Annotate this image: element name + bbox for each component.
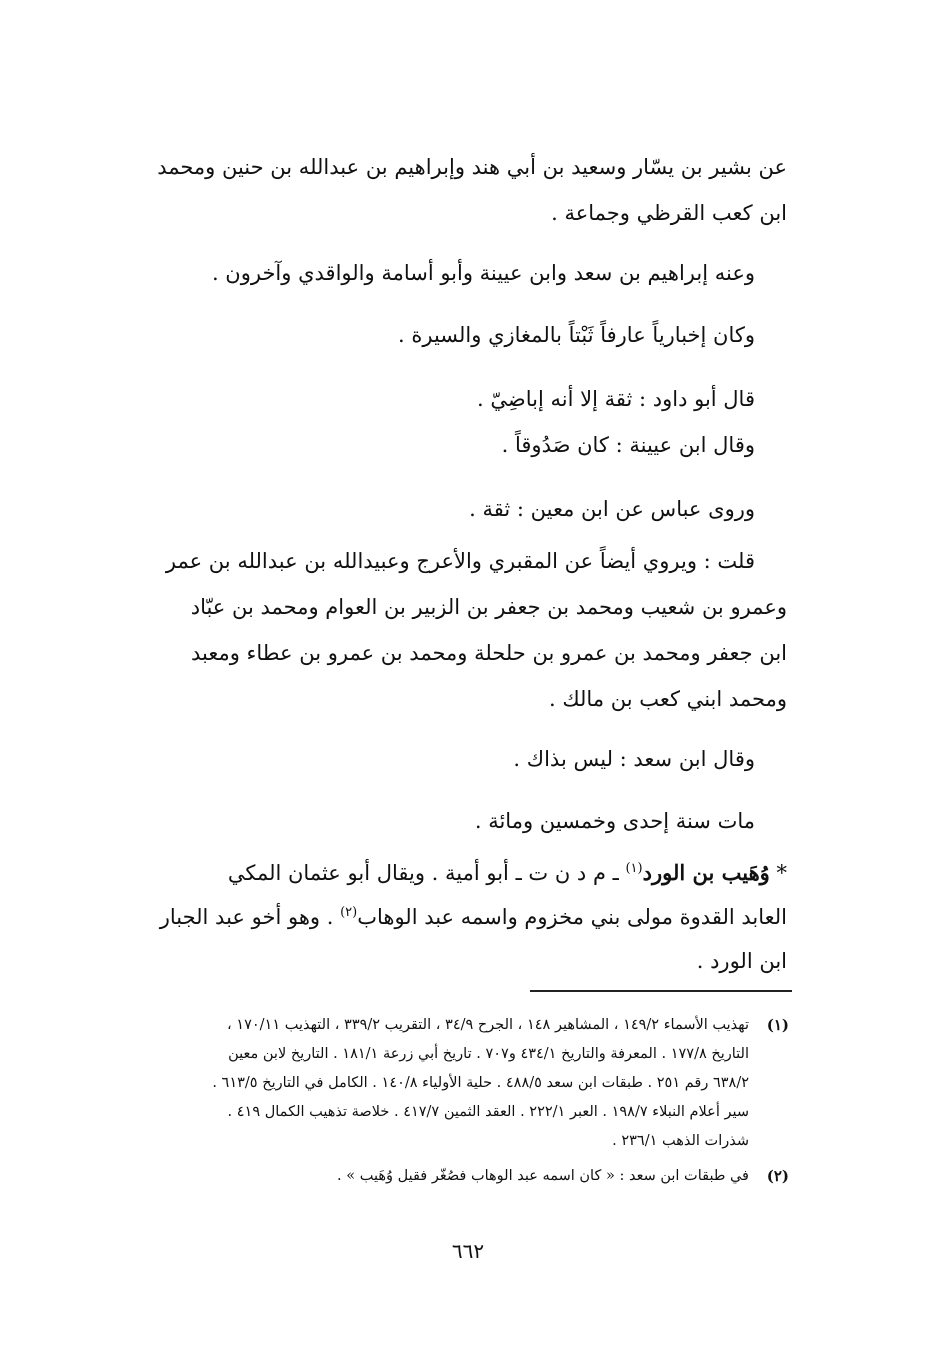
entry-heading-line (228, 858, 787, 888)
entry-text: العابد القدوة مولى بني مخزوم واسمه عبد الوهاب (357, 905, 787, 929)
text-line: مات سنة إحدى وخمسين ومائة . (474, 809, 755, 833)
entry-line (160, 902, 787, 932)
entry-name: وُهَيب بن الورد (642, 860, 770, 885)
text-line: قلت : ويروي أيضاً عن المقبري والأعرج وعبيدالله بن عبدالله بن عمر (165, 549, 755, 573)
footnote-number: (٢) (766, 1167, 789, 1185)
footnote-line: ٦٣٨/٢ رقم ٢٥١ . طبقات ابن سعد ٤٨٨/٥ . حلية الأولياء ١٤٠/٨ . الكامل في التاريخ ٦١٣/٥ . (212, 1075, 749, 1091)
footnote-separator (530, 990, 792, 992)
footnote-line: في طبقات ابن سعد : « كان اسمه عبد الوهاب فصُغّر فقيل وُهَيب » . (337, 1168, 749, 1184)
text-line: وقال ابن سعد : ليس بذاك . (513, 747, 755, 771)
text-line: ابن كعب القرظي وجماعة . (551, 201, 787, 225)
entry-line: ابن الورد . (696, 949, 787, 973)
footnote-number: (١) (766, 1016, 789, 1034)
footnote-ref: (١) (625, 861, 643, 876)
text-line: قال أبو داود : ثقة إلا أنه إباضِيّ . (477, 387, 755, 411)
text-line: وقال ابن عيينة : كان صَدُوقاً . (501, 433, 755, 457)
text-line: وروى عباس عن ابن معين : ثقة . (469, 497, 755, 521)
text-line: ومحمد ابني كعب بن مالك . (548, 687, 787, 711)
entry-star: * (776, 861, 787, 885)
text-line: وعمرو بن شعيب ومحمد بن جعفر بن الزبير بن العوام ومحمد بن عبّاد (190, 595, 787, 619)
footnote-line: سير أعلام النبلاء ١٩٨/٧ . العبر ٢٢٢/١ . العقد الثمين ٤١٧/٧ . خلاصة تذهيب الكمال ٤١٩ . (227, 1104, 749, 1120)
footnote-line: شذرات الذهب ٢٣٦/١ . (612, 1133, 749, 1149)
text-line: وعنه إبراهيم بن سعد وابن عيينة وأبو أسامة والواقدي وآخرون . (211, 261, 755, 285)
text-line: عن بشير بن يسّار وسعيد بن أبي هند وإبراهيم بن عبدالله بن حنين ومحمد (157, 155, 787, 179)
entry-text: . وهو أخو عبد الجبار (159, 905, 341, 929)
text-line: وكان إخبارياً عارفاً ثَبْتاً بالمغازي والسيرة . (398, 323, 755, 347)
entry-text: ـ م د ن ت ـ أبو أمية . ويقال أبو عثمان المكي (227, 861, 626, 885)
footnote-ref: (٢) (340, 905, 358, 920)
footnote-line: تهذيب الأسماء ١٤٩/٢ ، المشاهير ١٤٨ ، الجرح ٣٤/٩ ، التقريب ٣٣٩/٢ ، التهذيب ١٧٠/١١ ، (227, 1017, 749, 1033)
page-number: ٦٦٢ (451, 1239, 485, 1263)
footnote-line: التاريخ ١٧٧/٨ . المعرفة والتاريخ ٤٣٤/١ و٧٠٧ . تاريخ أبي زرعة ١٨١/١ . التاريخ لابن معين (228, 1046, 749, 1062)
text-line: ابن جعفر ومحمد بن عمرو بن حلحلة ومحمد بن عمرو بن عطاء ومعبد (190, 641, 787, 665)
